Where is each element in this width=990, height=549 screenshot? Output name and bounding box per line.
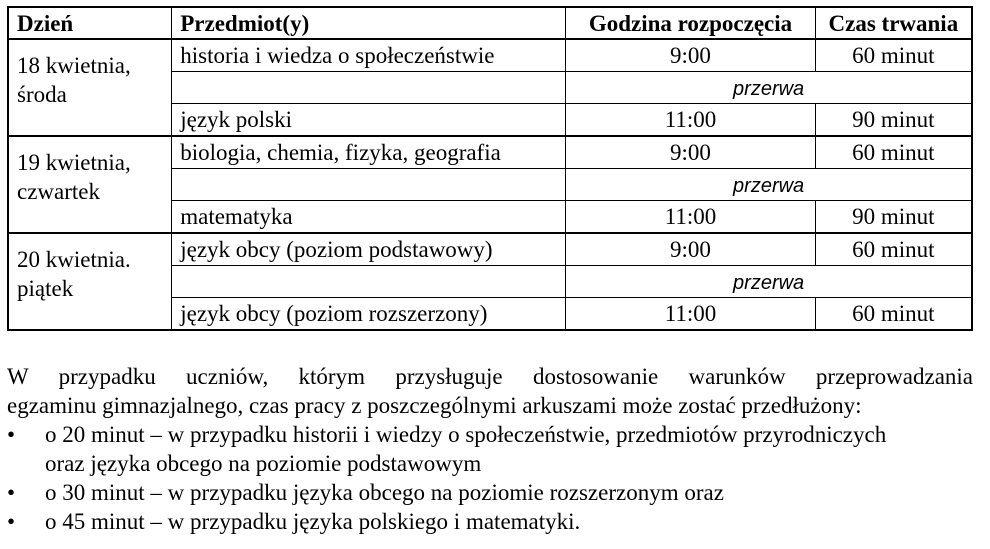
day-cell — [8, 233, 172, 330]
day-cell — [8, 39, 172, 136]
break-label: przerwa — [733, 78, 805, 100]
header-day: Dzień — [8, 7, 172, 39]
table-row — [8, 136, 972, 169]
header-start-time: Godzina rozpoczęcia — [566, 7, 816, 39]
list-item — [7, 420, 973, 478]
break-cell — [566, 266, 972, 298]
subject-cell: język obcy (poziom podstawowy) — [172, 233, 566, 266]
bullet-icon: • — [7, 480, 16, 505]
start-time-cell: 11:00 — [566, 201, 816, 234]
start-time-cell: 11:00 — [566, 104, 816, 137]
day-weekday: piątek — [17, 275, 74, 301]
subject-cell — [172, 72, 566, 104]
duration-cell: 60 minut — [815, 136, 972, 169]
duration-cell: 90 minut — [815, 201, 972, 234]
table-header-row — [8, 7, 972, 39]
subject-cell — [172, 266, 566, 298]
intro-line-2: egzaminu gimnazjalnego, czas pracy z poszczególnymi arkuszami może zostać przedłużony: — [7, 393, 862, 418]
exam-schedule-table — [7, 6, 973, 331]
bullet-icon: • — [7, 422, 16, 447]
break-label: przerwa — [733, 175, 805, 197]
list-item-line-1: o 30 minut – w przypadku języka obcego na poziomie rozszerzonym oraz — [45, 480, 724, 505]
duration-cell: 60 minut — [815, 39, 972, 72]
intro-line-1: W przypadku uczniów, którym przysługuje dostosowanie warunków przeprowadzania — [7, 364, 973, 389]
list-item — [7, 478, 973, 507]
list-item-line-2: oraz języka obcego na poziomie podstawowym — [45, 451, 482, 476]
duration-cell: 60 minut — [815, 233, 972, 266]
start-time-cell: 9:00 — [566, 233, 816, 266]
header-duration: Czas trwania — [815, 7, 972, 39]
duration-cell: 60 minut — [815, 298, 972, 331]
table-row — [8, 233, 972, 266]
day-date: 20 kwietnia. — [17, 247, 131, 272]
subject-cell: język obcy (poziom rozszerzony) — [172, 298, 566, 331]
day-weekday: czwartek — [17, 178, 100, 204]
break-label: przerwa — [733, 272, 805, 294]
start-time-cell: 9:00 — [566, 39, 816, 72]
subject-cell: język polski — [172, 104, 566, 137]
extension-list — [7, 420, 973, 536]
header-subjects: Przedmiot(y) — [172, 7, 566, 39]
subject-cell: historia i wiedza o społeczeństwie — [172, 39, 566, 72]
bullet-icon: • — [7, 509, 16, 534]
day-cell — [8, 136, 172, 233]
day-date: 19 kwietnia, — [17, 150, 131, 175]
list-item — [7, 507, 973, 536]
break-cell — [566, 169, 972, 201]
start-time-cell: 9:00 — [566, 136, 816, 169]
day-date: 18 kwietnia, — [17, 53, 131, 78]
extension-notes — [7, 362, 973, 536]
subject-cell — [172, 169, 566, 201]
list-item-line-1: o 45 minut – w przypadku języka polskiego i matematyki. — [45, 509, 581, 534]
subject-cell: matematyka — [172, 201, 566, 234]
list-item-line-1: o 20 minut – w przypadku historii i wiedzy o społeczeństwie, przedmiotów przyrodniczych — [45, 422, 887, 447]
duration-cell: 90 minut — [815, 104, 972, 137]
table-row — [8, 39, 972, 72]
break-cell — [566, 72, 972, 104]
subject-cell: biologia, chemia, fizyka, geografia — [172, 136, 566, 169]
start-time-cell: 11:00 — [566, 298, 816, 331]
day-weekday: środa — [17, 81, 67, 107]
